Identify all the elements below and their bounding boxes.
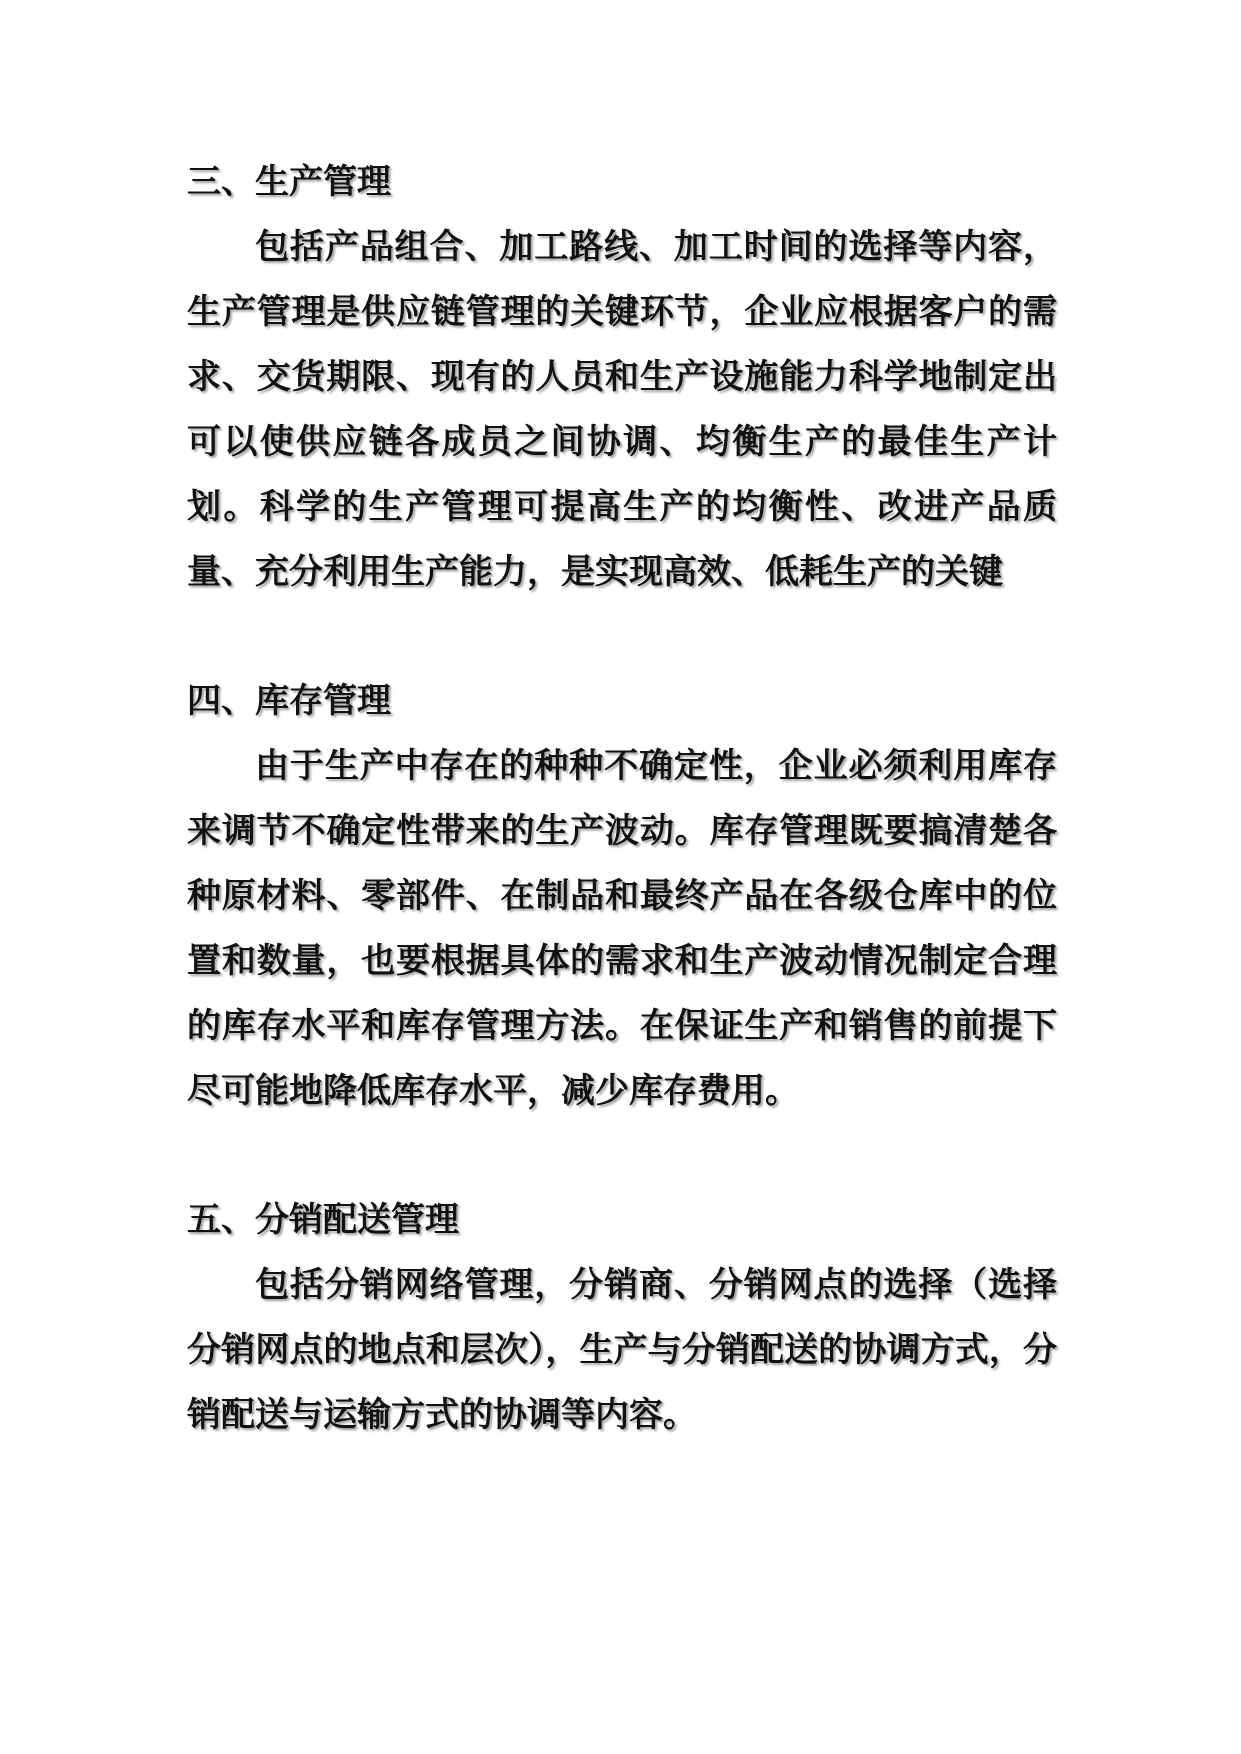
section-heading: 四、库存管理 xyxy=(187,681,391,721)
section-heading: 三、生产管理 xyxy=(187,162,391,202)
section-production-management xyxy=(187,150,1057,605)
section-spacer xyxy=(187,605,1057,669)
section-paragraph: 由于生产中存在的种种不确定性，企业必须利用库存来调节不确定性带来的生产波动。库存管理既要搞清楚各种原材料、零部件、在制品和最终产品在各级仓库中的位置和数量，也要根据具体的需求和生产波动情况制定合理的库存水平和库存管理方法。在保证生产和销售的前提下尽可能地降低库存水平，减少库存费用。 xyxy=(187,746,1057,1111)
section-heading: 五、分销配送管理 xyxy=(187,1200,459,1240)
section-paragraph: 包括分销网络管理，分销商、分销网点的选择（选择分销网点的地点和层次），生产与分销配送的协调方式，分销配送与运输方式的协调等内容。 xyxy=(187,1265,1057,1435)
document-body xyxy=(187,150,1057,1448)
section-paragraph: 包括产品组合、加工路线、加工时间的选择等内容，生产管理是供应链管理的关键环节，企业应根据客户的需求、交货期限、现有的人员和生产设施能力科学地制定出可以使供应链各成员之间协调、均衡生产的最佳生产计划。科学的生产管理可提高生产的均衡性、改进产品质量、充分利用生产能力，是实现高效、低耗生产的关键 xyxy=(187,227,1057,592)
section-distribution-management xyxy=(187,1188,1057,1448)
section-inventory-management xyxy=(187,669,1057,1124)
section-spacer xyxy=(187,1124,1057,1188)
